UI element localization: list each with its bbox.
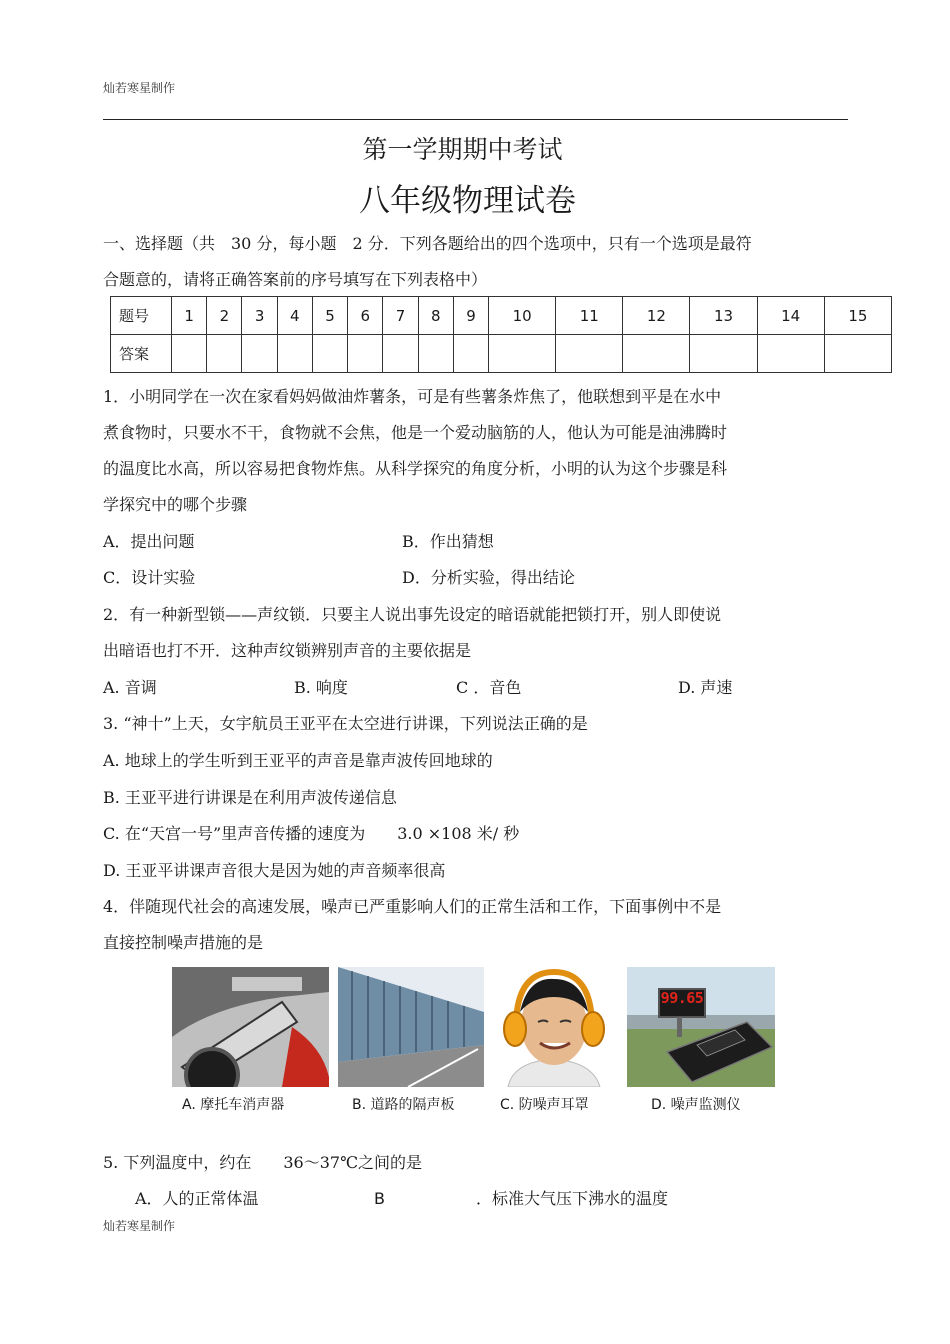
- q2-option-c: C ．音色: [456, 678, 522, 697]
- answer-cell[interactable]: [623, 335, 690, 373]
- answer-cell[interactable]: [277, 335, 312, 373]
- noise-monitor-photo: [627, 967, 775, 1087]
- header-label: 灿若寒星制作: [103, 81, 176, 95]
- question-number-cell: 6: [348, 297, 383, 335]
- table-row-answers: [111, 335, 892, 373]
- noise-monitor-image: [627, 967, 775, 1087]
- q1-stem-line: 学探究中的哪个步骤: [103, 495, 248, 514]
- q4-stem-line: 直接控制噪声措施的是: [103, 933, 264, 952]
- q4-caption-b: B. 道路的隔声板: [352, 1097, 455, 1113]
- question-number-cell: 10: [489, 297, 556, 335]
- motorcycle-muffler-photo: [172, 967, 329, 1087]
- q4-caption-d: D. 噪声监测仪: [651, 1097, 741, 1113]
- answer-cell[interactable]: [824, 335, 891, 373]
- ear-muffs-image: [488, 967, 619, 1087]
- answer-cell[interactable]: [556, 335, 623, 373]
- q5-option-b-letter: B: [374, 1189, 385, 1208]
- q2-option-d: D. 声速: [678, 678, 733, 697]
- meter-reading: 99.65: [660, 989, 704, 1007]
- q3-option-b: B. 王亚平进行讲课是在利用声波传递信息: [103, 788, 397, 807]
- answer-cell[interactable]: [757, 335, 824, 373]
- question-number-cell: 14: [757, 297, 824, 335]
- question-number-cell: 2: [207, 297, 242, 335]
- q5-option-a: A．人的正常体温: [135, 1189, 259, 1208]
- q1-option-c: C．设计实验: [103, 568, 196, 587]
- q1-option-d: D．分析实验，得出结论: [402, 568, 575, 587]
- q2-stem-line: 出暗语也打不开．这种声纹锁辨别声音的主要依据是: [103, 641, 472, 660]
- q3-stem: 3. “神十”上天，女宇航员王亚平在太空进行讲课，下列说法正确的是: [103, 714, 588, 733]
- q2-option-b: B. 响度: [294, 678, 348, 697]
- q1-option-b: B．作出猜想: [402, 532, 494, 551]
- exam-title: 第一学期期中考试: [362, 135, 563, 164]
- answer-cell[interactable]: [312, 335, 347, 373]
- paper-title: 八年级物理试卷: [359, 183, 576, 219]
- sound-barrier-photo: [338, 967, 484, 1087]
- q4-caption-a: A. 摩托车消声器: [182, 1097, 285, 1113]
- section-instruction-line1: 一、选择题（共 30 分，每小题 2 分．下列各题给出的四个选项中，只有一个选项是最符: [103, 234, 752, 253]
- question-number-cell: 9: [453, 297, 488, 335]
- motorcycle-muffler-image: [172, 967, 329, 1087]
- question-number-cell: 12: [623, 297, 690, 335]
- table-row-label: 题号: [111, 297, 172, 335]
- question-number-cell: 13: [690, 297, 757, 335]
- answer-cell[interactable]: [172, 335, 207, 373]
- answer-cell[interactable]: [207, 335, 242, 373]
- q4-stem-line: 4．伴随现代社会的高速发展，噪声已严重影响人们的正常生活和工作，下面事例中不是: [103, 897, 722, 916]
- q1-option-a: A．提出问题: [103, 532, 195, 551]
- answer-table: [110, 296, 892, 373]
- q3-option-a: A. 地球上的学生听到王亚平的声音是靠声波传回地球的: [103, 751, 493, 770]
- answer-cell[interactable]: [348, 335, 383, 373]
- question-number-cell: 11: [556, 297, 623, 335]
- answer-cell[interactable]: [242, 335, 277, 373]
- table-row-label: 答案: [111, 335, 172, 373]
- answer-cell[interactable]: [418, 335, 453, 373]
- ear-muffs-photo: [488, 967, 619, 1087]
- question-number-cell: 4: [277, 297, 312, 335]
- q1-stem-line: 煮食物时，只要水不干，食物就不会焦，他是一个爱动脑筋的人，他认为可能是油沸腾时: [103, 423, 728, 442]
- question-number-cell: 7: [383, 297, 418, 335]
- answer-cell[interactable]: [383, 335, 418, 373]
- q2-stem-line: 2．有一种新型锁——声纹锁．只要主人说出事先设定的暗语就能把锁打开，别人即使说: [103, 605, 722, 624]
- question-number-cell: 3: [242, 297, 277, 335]
- q2-option-a: A. 音调: [103, 678, 157, 697]
- q3-option-d: D. 王亚平讲课声音很大是因为她的声音频率很高: [103, 861, 446, 880]
- footer-label: 灿若寒星制作: [103, 1219, 176, 1233]
- q4-caption-c: C. 防噪声耳罩: [500, 1097, 589, 1113]
- answer-cell[interactable]: [489, 335, 556, 373]
- header-rule: [103, 119, 848, 120]
- question-number-cell: 15: [824, 297, 891, 335]
- question-number-cell: 5: [312, 297, 347, 335]
- sound-barrier-image: [338, 967, 484, 1087]
- q1-stem-line: 1．小明同学在一次在家看妈妈做油炸薯条，可是有些薯条炸焦了，他联想到平是在水中: [103, 387, 722, 406]
- answer-cell[interactable]: [453, 335, 488, 373]
- answer-cell[interactable]: [690, 335, 757, 373]
- section-instruction-line2: 合题意的，请将正确答案前的序号填写在下列表格中）: [103, 270, 488, 289]
- question-number-cell: 8: [418, 297, 453, 335]
- table-row-numbers: [111, 297, 892, 335]
- q1-stem-line: 的温度比水高，所以容易把食物炸焦。从科学探究的角度分析，小明的认为这个步骤是科: [103, 459, 728, 478]
- q3-option-c: C. 在“天宫一号”里声音传播的速度为 3.0 ×108 米/ 秒: [103, 824, 520, 843]
- q5-stem: 5. 下列温度中，约在 36～37℃之间的是: [103, 1153, 422, 1172]
- question-number-cell: 1: [172, 297, 207, 335]
- q5-option-b: ．标准大气压下沸水的温度: [476, 1189, 669, 1208]
